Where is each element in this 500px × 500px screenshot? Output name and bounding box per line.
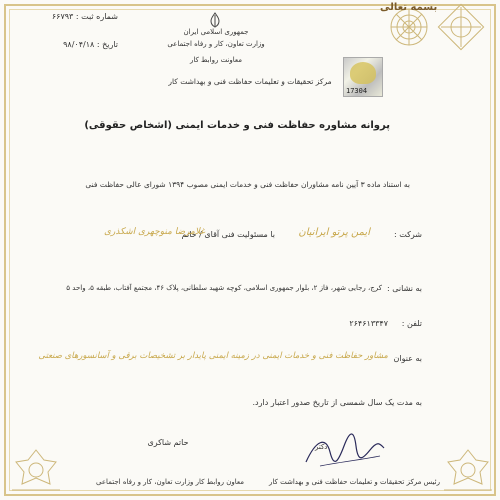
phone-value: ۲۶۴۶۱۳۳۴۷ [349, 319, 388, 328]
hologram-emblem-icon [350, 62, 376, 84]
hologram-code: 17304 [346, 87, 368, 95]
issue-date-label: تاریخ : [96, 40, 118, 49]
issue-date [63, 40, 118, 49]
intro-text: به استناد ماده ۳ آیین نامه مشاوران حفاظت فنی و خدمات ایمنی مصوب ۱۳۹۴ شورای عالی حفاظت فنی [85, 180, 410, 189]
registration-number-label: شماره ثبت : [75, 12, 118, 21]
subject-value: مشاور حفاظت فنی و خدمات ایمنی در زمینه ایمنی پایدار بر تشخیصات برقی و آسانسورهای صنعتی [38, 351, 388, 361]
ministry-name: وزارت تعاون، کار و رفاه اجتماعی [167, 40, 265, 48]
corner-ornament-bottom-left [8, 448, 64, 492]
manager-label: با مسئولیت فنی آقای / خانم [181, 230, 275, 239]
address-label: به نشانی : [387, 284, 422, 293]
validity-text: به مدت یک سال شمسی از تاریخ صدور اعتبار دارد. [252, 398, 422, 407]
subject-label: به عنوان [393, 354, 422, 363]
left-signatory-title: معاون روابط کار وزارت تعاون، کار و رفاه اجتماعی [96, 478, 244, 486]
corner-ornament-top-right-2 [440, 6, 482, 48]
iran-emblem-icon [206, 12, 224, 28]
right-signature [300, 428, 390, 472]
registration-number [52, 12, 118, 21]
center-name: مرکز تحقیقات و تعلیمات حفاظت فنی و بهداشت کار [168, 77, 332, 86]
registration-number-value: ۶۶۷۹۳ [51, 12, 74, 21]
ministry-top: جمهوری اسلامی ایران [183, 28, 249, 36]
issue-date-value: ۹۸/۰۴/۱۸ [63, 40, 95, 49]
manager-value: غلامرضا منوچهری اشکذری [104, 227, 206, 237]
company-value: ایمن پرتو ایرانیان [298, 227, 370, 238]
address-value: کرج، رجایی شهر، فاز ۲، بلوار جمهوری اسلامی، کوچه شهید سلطانی، پلاک ۴۶، مجتمع آفتاب، طبقه ۵، واحد ۵ [66, 284, 382, 292]
corner-ornament-bottom-right [440, 448, 496, 492]
right-signatory-title: رئیس مرکز تحقیقات و تعلیمات حفاظت فنی و بهداشت کار [269, 478, 440, 486]
certificate-title: پروانه مشاوره حفاظت فنی و خدمات ایمنی (اشخاص حقوقی) [84, 120, 390, 131]
security-hologram [343, 57, 383, 97]
motto: بسمه تعالی [380, 2, 438, 13]
phone-label: تلفن : [401, 319, 422, 328]
left-signatory-name: حاتم شاکری [147, 438, 189, 447]
company-label: شرکت : [393, 230, 422, 239]
right-signatory-name: دکتر [315, 443, 328, 451]
deputy-name: معاونت روابط کار [189, 56, 243, 64]
